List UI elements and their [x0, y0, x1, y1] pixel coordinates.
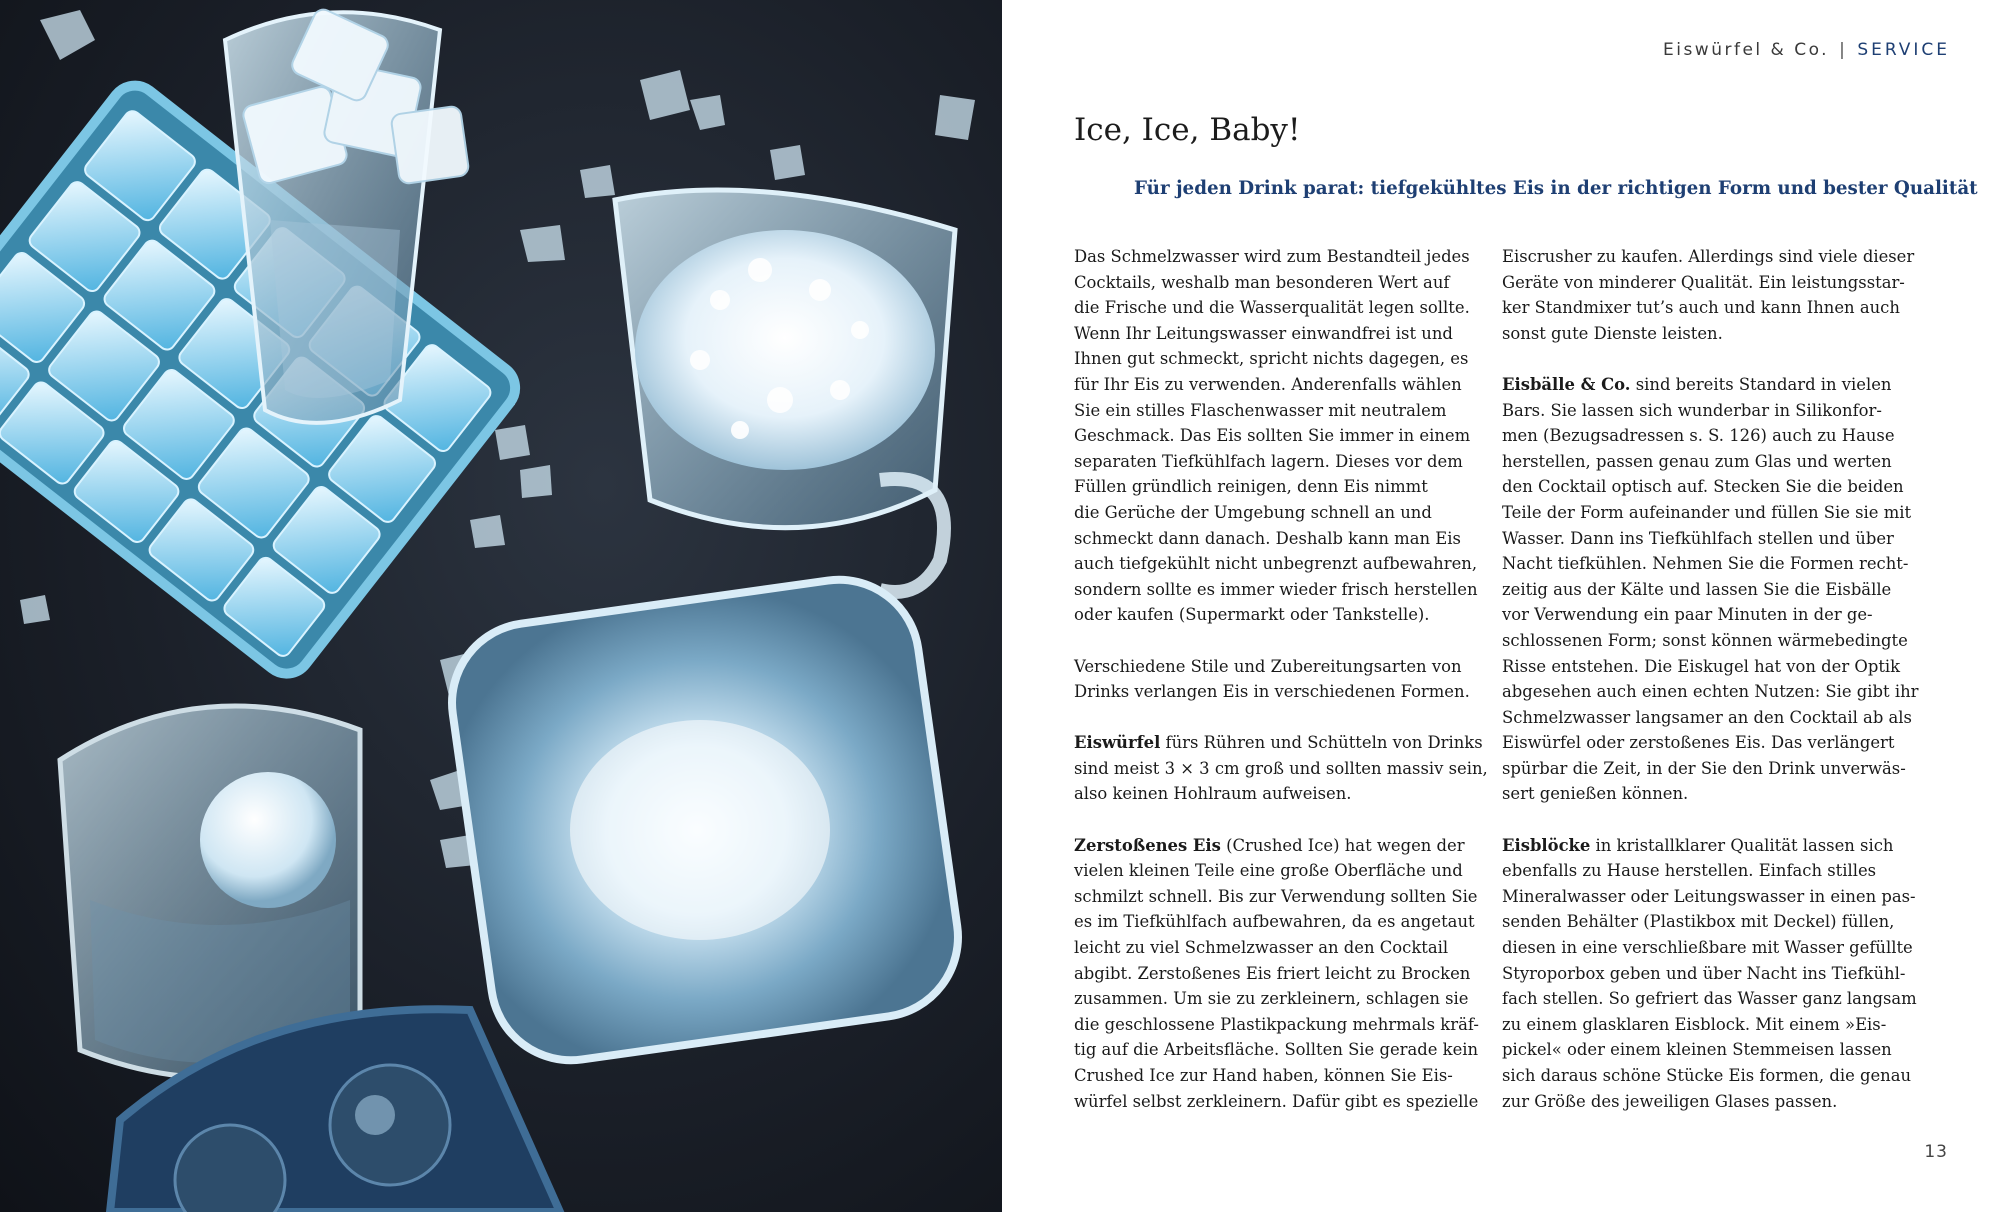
- line-text: Risse entstehen. Die Eiskugel hat von der Optik: [1502, 656, 1901, 676]
- text-line: [1502, 295, 1900, 321]
- text-line: [1074, 935, 1472, 961]
- line-text: Das Schmelzwasser wird zum Bestandteil jedes: [1074, 247, 1470, 266]
- text-line: [1502, 500, 1912, 526]
- text-line: [1502, 1063, 1912, 1089]
- line-text: zeitig aus der Kälte und lassen Sie die Eisbälle: [1502, 579, 1892, 599]
- article-subtitle: Für jeden Drink parat: tiefgekühltes Eis in der richtigen Form und bester Qualität: [1134, 178, 1978, 199]
- line-text: abgesehen auch einen echten Nutzen: Sie gibt ihr: [1502, 682, 1919, 702]
- line-text: die Gerüche der Umgebung schnell an und: [1074, 502, 1432, 522]
- cup-with-crushed-ice: [615, 190, 955, 592]
- line-text: Füllen gründlich reinigen, denn Eis nimmt: [1074, 477, 1428, 497]
- text-line: [1074, 423, 1472, 449]
- text-line: [1502, 781, 1900, 807]
- line-text: herstellen, passen genau zum Glas und werten: [1502, 451, 1892, 471]
- text-line: [1074, 756, 1488, 782]
- line-text: Geräte von minderer Qualität. Ein leistungsstar-: [1502, 272, 1905, 292]
- text-line: [1074, 1012, 1479, 1038]
- line-text: (Crushed Ice) hat wegen der: [1220, 835, 1465, 855]
- text-line: [1502, 449, 1900, 475]
- text-line: [1074, 244, 1472, 270]
- text-line: [1074, 961, 1472, 987]
- line-text: die geschlossene Plastikpackung mehrmals kräf-: [1074, 1014, 1479, 1034]
- text-line: [1502, 321, 1900, 347]
- line-text: sind bereits Standard in vielen: [1630, 374, 1892, 394]
- text-line: [1502, 935, 1913, 961]
- text-line: [1502, 1012, 1900, 1038]
- bold-term: Eiswürfel: [1074, 733, 1161, 753]
- text-line: [1502, 730, 1900, 756]
- line-text: zusammen. Um sie zu zerkleinern, schlagen sie: [1074, 989, 1469, 1009]
- line-text: ebenfalls zu Hause herstellen. Einfach stilles: [1502, 861, 1877, 881]
- line-text: vielen kleinen Teile eine große Oberfläche und: [1074, 861, 1463, 881]
- line-text: separaten Tiefkühlfach lagern. Dieses vor dem: [1074, 451, 1463, 471]
- line-text: zu einem glasklaren Eisblock. Mit einem »Eis-: [1502, 1014, 1887, 1034]
- text-line: [1074, 858, 1472, 884]
- paragraph-gap: [1502, 346, 1900, 372]
- line-text: sondern sollte es immer wieder frisch herstellen: [1074, 579, 1478, 599]
- text-line: [1074, 679, 1472, 705]
- text-line: [1074, 295, 1472, 321]
- paragraph-gap: [1074, 807, 1472, 833]
- line-text: Bars. Sie lassen sich wunderbar in Silikonfor-: [1502, 400, 1882, 420]
- text-column-right: [1502, 244, 1919, 1114]
- text-line: [1502, 654, 1900, 680]
- line-text: zur Größe des jeweiligen Glases passen.: [1502, 1091, 1838, 1111]
- line-text: diesen in eine verschließbare mit Wasser gefüllte: [1502, 938, 1913, 958]
- text-line: [1074, 986, 1472, 1012]
- line-text: es im Tiefkühlfach aufbewahren, da es angetaut: [1074, 912, 1475, 932]
- text-line: [1502, 679, 1919, 705]
- text-line: [1502, 270, 1905, 296]
- text-line: [1502, 858, 1900, 884]
- text-line: [1074, 1089, 1479, 1115]
- line-text: Ihnen gut schmeckt, spricht nichts dagegen, es: [1074, 349, 1469, 369]
- line-text: schlossenen Form; sonst können wärmebedingte: [1502, 630, 1908, 650]
- bold-term: Eisblöcke: [1502, 835, 1591, 855]
- text-line: [1074, 909, 1475, 935]
- line-text: sich daraus schöne Stücke Eis formen, die genau: [1502, 1066, 1912, 1085]
- bold-term: Eisbälle & Co.: [1502, 374, 1631, 394]
- line-text: fach stellen. So gefriert das Wasser ganz langsam: [1502, 989, 1917, 1009]
- text-line: [1502, 884, 1916, 910]
- text-line: [1502, 833, 1900, 859]
- line-text: die Frische und die Wasserqualität legen sollte.: [1074, 298, 1470, 318]
- line-text: Verschiedene Stile und Zubereitungsarten von: [1074, 656, 1462, 676]
- text-column-left: [1074, 244, 1488, 1114]
- line-text: Wenn Ihr Leitungswasser einwandfrei ist und: [1074, 323, 1453, 343]
- line-text: Eiscrusher zu kaufen. Allerdings sind viele dieser: [1502, 247, 1915, 266]
- text-line: [1074, 654, 1472, 680]
- line-text: schmilzt schnell. Bis zur Verwendung sollten Sie: [1074, 886, 1478, 906]
- line-text: sind meist 3 × 3 cm groß und sollten massiv sein,: [1074, 758, 1488, 778]
- line-text: senden Behälter (Plastikbox mit Deckel) füllen,: [1502, 912, 1895, 932]
- line-text: ker Standmixer tut’s auch und kann Ihnen auch: [1502, 298, 1900, 318]
- line-text: würfel selbst zerkleinern. Dafür gibt es spezielle: [1074, 1091, 1479, 1111]
- text-line: [1502, 909, 1900, 935]
- line-text: für Ihr Eis zu verwenden. Anderenfalls wählen: [1074, 374, 1462, 394]
- text-line: [1502, 705, 1912, 731]
- line-text: Nacht tiefkühlen. Nehmen Sie die Formen recht-: [1502, 554, 1909, 574]
- text-line: [1074, 884, 1478, 910]
- line-text: schmeckt dann danach. Deshalb kann man Eis: [1074, 528, 1461, 548]
- text-line: [1074, 1063, 1472, 1089]
- paragraph-gap: [1502, 807, 1900, 833]
- text-line: [1074, 270, 1472, 296]
- text-line: [1074, 398, 1472, 424]
- text-line: [1502, 551, 1909, 577]
- text-line: [1502, 244, 1915, 270]
- frozen-ice-block: [442, 569, 969, 1070]
- line-text: also keinen Hohlraum aufweisen.: [1074, 784, 1352, 804]
- text-line: [1502, 577, 1900, 603]
- text-line: [1074, 526, 1472, 552]
- text-line: [1502, 756, 1906, 782]
- text-line: [1074, 781, 1472, 807]
- text-line: [1074, 833, 1472, 859]
- section-name: SERVICE: [1857, 40, 1950, 60]
- text-line: [1502, 423, 1900, 449]
- header-separator: |: [1839, 40, 1848, 60]
- text-line: [1502, 526, 1900, 552]
- paragraph-gap: [1074, 705, 1472, 731]
- line-text: spürbar die Zeit, in der Sie den Drink unverwäs-: [1502, 758, 1906, 778]
- line-text: Mineralwasser oder Leitungswasser in einen pas-: [1502, 886, 1916, 906]
- running-header: [1663, 40, 1950, 60]
- line-text: Eiswürfel oder zerstoßenes Eis. Das verlängert: [1502, 733, 1895, 753]
- line-text: den Cocktail optisch auf. Stecken Sie die beiden: [1502, 477, 1904, 497]
- text-line: [1074, 551, 1478, 577]
- text-line: [1074, 474, 1472, 500]
- text-line: [1074, 577, 1478, 603]
- line-text: Crushed Ice zur Hand haben, können Sie Eis-: [1074, 1066, 1453, 1085]
- line-text: vor Verwendung ein paar Minuten in der ge-: [1502, 605, 1873, 625]
- text-line: [1074, 1037, 1479, 1063]
- text-line: [1502, 628, 1908, 654]
- article-title: Ice, Ice, Baby!: [1074, 112, 1301, 148]
- text-line: [1074, 500, 1472, 526]
- text-line: [1074, 602, 1472, 628]
- line-text: pickel« oder einem kleinen Stemmeisen lassen: [1502, 1040, 1892, 1060]
- text-line: [1074, 449, 1472, 475]
- text-line: [1074, 321, 1472, 347]
- text-line: [1502, 602, 1900, 628]
- line-text: Drinks verlangen Eis in verschiedenen Formen.: [1074, 682, 1470, 702]
- text-line: [1502, 372, 1900, 398]
- text-line: [1074, 730, 1483, 756]
- text-line: [1074, 346, 1472, 372]
- line-text: Wasser. Dann ins Tiefkühlfach stellen und über: [1502, 528, 1894, 548]
- text-line: [1502, 961, 1906, 987]
- text-page: [1002, 0, 2000, 1212]
- line-text: sonst gute Dienste leisten.: [1502, 323, 1723, 343]
- text-line: [1502, 398, 1900, 424]
- text-line: [1074, 372, 1472, 398]
- line-text: Geschmack. Das Eis sollten Sie immer in einem: [1074, 426, 1471, 446]
- line-text: auch tiefgekühlt nicht unbegrenzt aufbewahren,: [1074, 554, 1478, 574]
- line-text: fürs Rühren und Schütteln von Drinks: [1160, 733, 1483, 753]
- line-text: tig auf die Arbeitsfläche. Sollten Sie gerade kein: [1074, 1040, 1479, 1060]
- bold-term: Zerstoßenes Eis: [1074, 835, 1221, 855]
- text-line: [1502, 1037, 1900, 1063]
- text-line: [1502, 1089, 1900, 1115]
- line-text: in kristallklarer Qualität lassen sich: [1590, 835, 1894, 855]
- line-text: Cocktails, weshalb man besonderen Wert auf: [1074, 272, 1450, 292]
- paragraph-gap: [1074, 628, 1472, 654]
- line-text: abgibt. Zerstoßenes Eis friert leicht zu Brocken: [1074, 963, 1471, 983]
- line-text: Schmelzwasser langsamer an den Cocktail ab als: [1502, 707, 1912, 727]
- text-line: [1502, 474, 1904, 500]
- line-text: Teile der Form aufeinander und füllen Sie sie mit: [1502, 502, 1912, 522]
- chapter-name: Eiswürfel & Co.: [1662, 40, 1830, 60]
- text-line: [1502, 986, 1917, 1012]
- page-number: 13: [1924, 1142, 1948, 1162]
- line-text: sert genießen können.: [1502, 784, 1689, 804]
- line-text: Sie ein stilles Flaschenwasser mit neutralem: [1074, 400, 1447, 420]
- line-text: men (Bezugsadressen s. S. 126) auch zu Hause: [1502, 426, 1895, 446]
- line-text: Styroporbox geben und über Nacht ins Tiefkühl-: [1502, 963, 1906, 983]
- line-text: leicht zu viel Schmelzwasser an den Cocktail: [1074, 938, 1449, 958]
- line-text: oder kaufen (Supermarkt oder Tankstelle).: [1074, 605, 1430, 625]
